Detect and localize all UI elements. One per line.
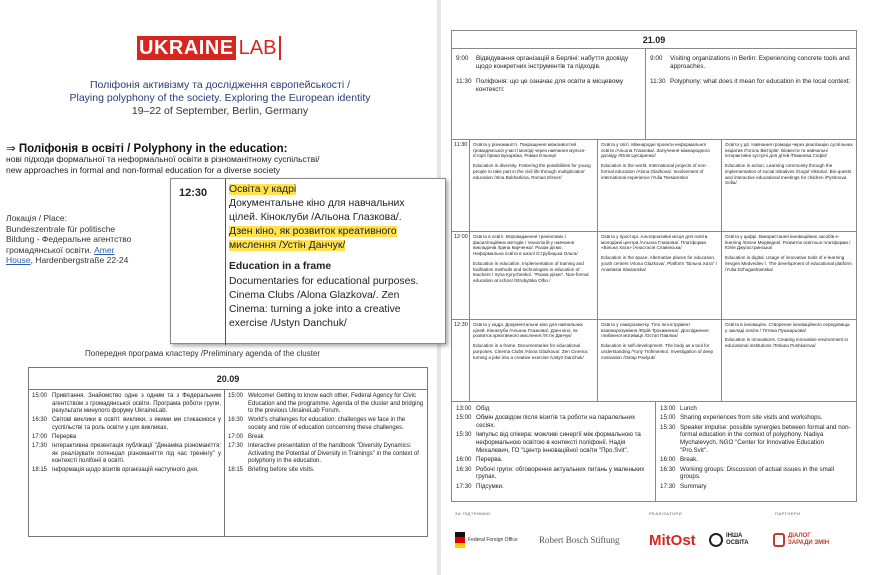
session-en-line4: exercise /Ustyn Danchuk/ [229,317,347,329]
sponsor-heading-partners: ПАРТНЕРИ [775,511,801,516]
agenda-row [456,466,651,482]
agenda-text: Break [248,433,264,440]
agenda-time: 17:30 [660,482,676,490]
session-ua: Освіта у кадрі. Документальне кіно для навчальних цілей. Кіноклуби /Альона Глазкова/. Дзен кіно, як розвиток креативного мислення /Устін Данчук/ [473,322,583,339]
session-cell [598,232,722,319]
zoomed-session-card [170,178,446,344]
logo-bar [279,36,281,60]
ukrainelab-logo [137,36,281,60]
agenda-row [456,414,651,430]
session-en: Education in action. Learning community through the implementation of social initiatives /Gogol Viktoria/. Bio-quests and interactive educational meetings for children /Pyshnova Sofia/ [725,163,852,186]
agenda-row [650,78,852,86]
session-ua: Освіта у просторі. Альтернативні місця для освіти, молодіжні центри /Альона Глазкова/. Платформа «Вільна Хата» /Анастасія Славінська/ [601,234,709,251]
agenda-text: Інтерактивна презентація публікації "Динаміка різноманіття: як реалізувати потенціал різноманіття під час тренінгу" у контексті полifонії в освіті. [52,443,221,465]
session-ua: Освіта у саморозвитку. Тіло як інструмент взаєморозуміння /Юрій Трохименко/. Дослідження глибинної мотивації /Остап Павлюк/ [601,322,709,339]
agenda-table-2109 [451,30,857,502]
agenda-time: 16:00 [456,456,472,464]
agenda-text: Обід [476,405,490,412]
dialog-zarady-zmin-logo [773,522,829,558]
agenda-time: 16:30 [32,417,48,424]
session-row-time: 11:30 [452,140,470,231]
session-row-time: 12:30 [452,320,470,401]
agenda-time: 17:30 [456,482,472,490]
cluster-heading: Поліфонія в освіті / Polyphony in the education: [18,143,288,155]
session-cell [470,232,598,319]
agenda-label: Попередня програма кластеру /Preliminary agenda of the cluster [85,349,321,358]
session-ua: Освіта в освіті. Впровадження тренінгових і фасилітаційних методів і технологій у навчання викладачів /Ірина Кирченко/. Разом діємо. Неформальна освіта в школі /Струбицька Ольга/ [473,234,578,257]
afternoon-column-en [656,401,856,501]
agenda-time: 15:00 [228,393,244,399]
agenda-row [660,483,852,491]
session-en-line3: Cinema: turning a joke into a creative [229,303,401,315]
session-cell [722,320,856,401]
session-en: Education in education. Implementation of training and facilitation methods and technologies in education of teachers / Iryna Kyrychenko/. "Разом діємо". Non-formal education at school /Strubytska Olha / [473,260,589,283]
session-description [229,183,443,331]
agenda-time: 16:00 [660,456,676,464]
agenda-row [228,434,424,442]
agenda-table-2009 [28,367,428,537]
session-cell [470,320,598,401]
session-cell [722,140,856,231]
session-title-ua: Освіта у кадрі [229,184,297,195]
afternoon-agenda [452,401,856,501]
session-row [452,320,856,402]
session-ua-line1: Документальне кіно для навчальних [229,198,405,210]
agenda-text: Перерва [52,433,77,440]
arrow-icon: ⇒ [6,143,16,155]
agenda-column-en [225,390,427,536]
agenda-time: 18:15 [228,467,244,474]
sponsor-heading-support: ЗА ПІДТРИМКИ [455,511,491,516]
agenda-text: Speaker impulse: possible synergies between formal and non-formal education in the context of polyphony. Nadiya Mychalevych, NGO "Center for Innovative Education "Pro.Svit". [680,423,851,454]
session-row [452,140,856,232]
dialog-line2: ЗАРАДИ ЗМІН [788,540,830,546]
agenda-text: Polyphony: what does it mean for education in the local context: [670,77,851,85]
agenda-text: Імпульс від спікера: можливі синергії між формальною та неформальною освітою в контексті поліфонії. Надія Михалевич, ГО "Центр інноваційної освіти "Про.Svit". [476,431,641,454]
agenda-time: 15:00 [32,393,48,399]
agenda-time: 13:00 [456,405,472,412]
agenda-time: 17:00 [32,433,48,440]
agenda-row [456,55,641,71]
session-cell [722,232,856,319]
agenda-date: 20.09 [29,368,427,390]
sponsor-logos [451,522,857,558]
session-en: Education in the world. International projects of non-formal education /Alona Glazkova/. Involvement of international experience /Yulia Tsesarenko/ [601,163,707,180]
event-title [40,79,400,118]
session-ua-highlight2: мислення /Устін Данчук/ [229,240,346,252]
agenda-row [32,393,221,416]
agenda-text: Visiting organizations in Berlin: Experiencing concrete tools and approaches. [670,55,850,70]
agenda-row [228,443,424,466]
agenda-time: 15:00 [456,414,472,422]
agenda-row [456,431,651,454]
dialog-line1: ДІАЛОГ [788,533,811,539]
agenda-row [228,467,424,475]
afternoon-column-ua [452,401,656,501]
sponsor-heading-implementers: РЕАЛІЗАТОРИ [649,511,683,516]
agenda-text: Welcome! Getting to know each other, Federal Agency for Civic Education and the programme. Agenda of the cluster and bridging to the previous UkraineLab Forum. [248,393,424,415]
sponsor-gov-label: Federal Foreign Office [468,537,518,543]
agenda-time: 16:30 [228,417,244,424]
agenda-text: Interactive presentation of the handbook "Diversity Dynamics: Activating the Potential of Diversity in Trainings" in the context of polyphony in the education. [248,443,419,465]
agenda-row [650,55,852,71]
cluster-subtitle-en: new approaches in formal and non-formal education for a diverse society [6,165,281,175]
agenda-row [660,414,852,422]
agenda-date-2109: 21.09 [452,31,856,49]
agenda-time: 16:30 [456,465,472,473]
agenda-row [228,417,424,432]
agenda-text: World's challenges for education: challenges we face in the society and role of education concerning these challenges. [248,417,406,431]
agenda-row [660,405,852,413]
session-cell [470,140,598,231]
event-dates: 19–22 of September, Berlin, Germany [131,105,309,117]
parallel-sessions-grid [452,139,856,401]
agenda-text: Підсумки. [476,482,504,490]
cluster-subtitle-ua: нові підходи формальної та неформальної освіти в різноманітному суспільстві/ [6,154,320,164]
insha-line1: ІНША [726,533,743,539]
cluster-topic [6,141,426,155]
intro-en [646,49,856,139]
agenda-time: 15:30 [660,423,676,431]
agenda-text: Світові виклики в освіті: виклики, з якими ми стикаємося у суспільстві та роль освіти у цих викликах. [52,417,221,431]
agenda-time: 16:30 [660,465,676,473]
agenda-text: Lunch [680,405,697,412]
session-ua: Освіта у дії. Навчання громади через реалізацію суспільних ініціатив /Гоголь Вікторія/. Біовести та навчальні інтерактивні зустрічі для дітей /Пишнєва Софія/ [725,142,853,159]
agenda-text: Sharing experiences from site visits and workshops. [680,414,823,422]
agenda-time: 13:00 [660,405,676,412]
session-title-en: Education in a frame [229,261,332,273]
agenda-text: Привітання. Знайомство одне з одним та з Федеральним агентством з громадянської освіти. Програма роботи групи, результати минулого форуму UkraineLab. [52,393,221,415]
location-line2: Bildung - Федеральне агентство [6,234,132,244]
cluster-subtitle [6,154,436,176]
session-ua: Освіта у цифрі. Використання інноваційних засобів e-learning /Євген Медведєв/. Розвиток освітньої платформи /Юлія Джугастринська/ [725,234,851,251]
logo-lab: LAB [238,37,277,59]
session-en: Education in a frame. Documentaries for educational purposes. Cinema Clubs /Alona Glazkova/. Zen Cinema: turning a joke into a creative exercise /Ustyn Danchuk/ [473,343,589,360]
divider-line [225,179,226,345]
mitost-logo: MitOst [649,531,696,549]
agenda-row [456,405,651,413]
agenda-text: Перерва. [476,456,503,464]
agenda-text: Обмін досвідом після візитів та роботи на паралельних сесіях. [476,414,636,430]
location-block [6,213,171,266]
agenda-row [228,393,424,416]
agenda-text: Робочі групи: обговорення актуальних питань у маленьких групах. [476,465,645,481]
location-line3: громадянської освіти. [6,244,92,255]
agenda-time: 15:00 [660,414,676,422]
intro-ua [452,49,646,139]
session-en: Education in digital. Usage of innovative tools of e-learning /Ievgen Medvediev /. The development of educational platform /Yulia Dzhugastrianska/ [725,255,852,272]
agenda-time: 9:00 [650,55,663,62]
agenda-text: Working groups: Discussion of actual issues in the small groups. [680,465,834,481]
session-row [452,232,856,320]
agenda-text: Break. [680,456,698,464]
agenda-text: Інформація щодо візитів організацій наступного дня. [52,467,199,474]
session-time: 12:30 [179,187,208,199]
session-ua: Освіта у різноманітті. Покращення можливостей громадянської участі молоді через навчання мульти-історії /Ірина Бухаркіна, Роман Ельнер/ [473,142,586,159]
agenda-column-ua [29,390,225,536]
german-flag-icon [455,532,465,548]
session-cell [598,140,722,231]
session-en: Education in diversity. Fostering the possibilities for young people to take part in the civil life through multiplication' education /Irina Bukharkina, Roman Elsner/ [473,163,591,180]
insha-ring-icon [709,533,723,547]
agenda-time: 17:30 [228,443,244,450]
agenda-row [32,443,221,466]
agenda-text: Відвідування організацій в Берліні: набуття досвіду щодо конкретних інструментів та підходів. [476,55,629,70]
agenda-text: Summary [680,482,707,490]
session-en-line1: Documentaries for educational purposes. [229,275,419,287]
location-label: Локація / Place: [6,213,68,223]
insha-osvita-logo [709,522,749,558]
amerika-haus-link-2[interactable]: House [6,255,31,265]
session-cell [598,320,722,401]
agenda-row [456,456,651,464]
session-en-line2: Cinema Clubs /Alona Glazkova/. Zen [229,289,400,301]
agenda-time: 17:30 [32,443,48,450]
federal-foreign-office-logo [455,522,518,558]
right-page [441,0,869,575]
session-ua-highlight1: Дзен кіно, як розвиток креативного [229,226,397,238]
bosch-stiftung-logo: Robert Bosch Stiftung [539,535,620,545]
agenda-time: 17:00 [228,433,244,440]
agenda-text: Briefing before site visits. [248,467,315,474]
event-title-ua: Поліфонія активізму та дослідження європейськості / [89,79,351,91]
agenda-row [32,434,221,442]
agenda-time: 18:15 [32,467,48,474]
location-address: , Hardenbergstraße 22-24 [30,255,129,265]
agenda-row [456,78,641,94]
session-row-time: 12:00 [452,232,470,319]
agenda-time: 9:00 [456,55,469,62]
agenda-row [32,417,221,432]
session-en: Education in self-development. The body as a tool for understanding /Yuriy Trofimenko/. Investigation of deep motivation /Ostap Pavlyuk/ [601,343,714,360]
amerika-haus-link[interactable]: Amer [94,244,115,255]
agenda-time: 11:30 [650,77,666,85]
logo-ukraine: UKRAINE [139,37,234,59]
agenda-row [660,466,852,482]
session-ua-line2: цілей. Кіноклуби /Альона Глазкова/. [229,212,402,224]
agenda-time: 15:30 [456,431,472,439]
agenda-time: 11:30 [456,77,472,85]
session-en: Education in innovations. Creating innovative environment in educational institutions /Tetiana Pushkarova/ [725,337,849,349]
agenda-row [660,456,852,464]
agenda-row [32,467,221,475]
agenda-row [660,424,852,455]
session-en: Education in the space. Alternative places for education, youth centers /Alona Glazkova/. Platform "Вільна Хата" / Anastasia Slavianska/ [601,255,717,272]
event-title-en: Playing polyphony of the society. Exploring the European identity [69,92,371,104]
agenda-text: Поліфонія: що це означає для освіти в місцевому контексті: [476,77,624,93]
insha-line2: ОСВІТА [726,540,749,546]
session-ua: Освіта у світі. Міжнародні проекти неформальної освіти /Альона Глазкова/. Залучення міжнародного досвіду /Юлія Цесаренко/ [601,142,710,159]
location-line1: Bundeszentrale für politische [6,223,116,234]
dialog-mark-icon [773,533,785,547]
session-ua: Освіта в інноваціях. Створення інноваційного середовища у закладі освіти / Тетяна Пушкарьова/ [725,322,850,333]
agenda-row [456,483,651,491]
